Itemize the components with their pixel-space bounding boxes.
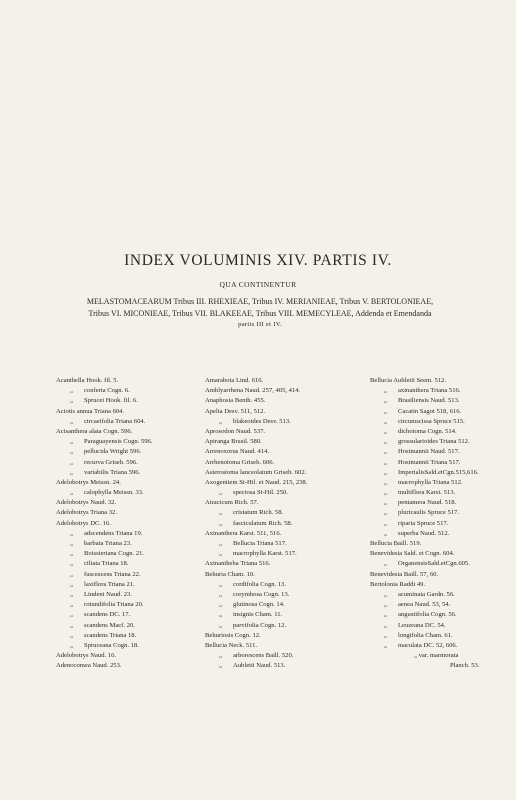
index-entry-text: superba Naud. 512. xyxy=(398,529,450,537)
index-entry xyxy=(56,580,202,590)
index-entry xyxy=(56,437,202,447)
index-entry xyxy=(205,590,365,600)
ditto-mark: „ xyxy=(70,550,73,558)
index-entry-text: Atracicum Rich. 57. xyxy=(205,499,259,507)
index-entry xyxy=(370,621,510,631)
ditto-mark: „ xyxy=(384,478,387,486)
ditto-mark: „ xyxy=(384,438,387,446)
ditto-mark: „ xyxy=(384,427,387,435)
index-entry-text: multiflora Karst. 513. xyxy=(398,489,456,497)
index-entry xyxy=(370,661,510,671)
index-entry xyxy=(370,417,510,427)
index-entry xyxy=(370,488,510,498)
index-entry xyxy=(370,376,510,386)
ditto-mark: „ xyxy=(384,611,387,619)
index-entry xyxy=(370,407,510,417)
ditto-mark: „ xyxy=(70,601,73,609)
ditto-mark: „ xyxy=(70,448,73,456)
index-entry-text: Bellucia Baill. 519. xyxy=(370,540,422,547)
index-entry-text: Bertolonia Raddi 49. xyxy=(370,580,426,588)
index-entry xyxy=(205,498,365,508)
index-entry-text: cristatum Rich. 58. xyxy=(233,509,284,517)
index-entry xyxy=(56,641,202,651)
index-entry-text: Adelobotrys Naud. 32. xyxy=(56,499,117,507)
ditto-mark: „ xyxy=(384,489,387,497)
ditto-mark: „ xyxy=(219,590,222,598)
index-entry xyxy=(56,407,202,417)
index-entry-text: Apelia Desv. 511, 512. xyxy=(205,407,266,415)
index-entry xyxy=(56,498,202,508)
index-entry-text: dichotoma Cogn. 514. xyxy=(398,427,457,435)
ditto-mark: „ xyxy=(219,601,222,609)
index-entry-text: Adelobotrys Meissn. 24. xyxy=(56,478,121,486)
ditto-mark: „ xyxy=(219,662,222,670)
index-entry-text: Amblyarrhena Naud. 257, 405, 414. xyxy=(205,387,301,395)
index-entry xyxy=(56,488,202,498)
index-entry-text: ciliata Triana 18. xyxy=(84,560,129,568)
ditto-mark: „ xyxy=(384,468,387,476)
ditto-mark: „ xyxy=(384,621,387,629)
index-entry xyxy=(370,396,510,406)
index-entry-text: acuminata Gardn. 56. xyxy=(398,590,455,598)
index-column-3 xyxy=(370,376,510,671)
index-entry xyxy=(56,539,202,549)
index-entry xyxy=(205,376,365,386)
index-entry xyxy=(56,570,202,580)
index-entry xyxy=(370,508,510,518)
index-entry xyxy=(205,396,365,406)
index-entry xyxy=(370,580,510,590)
index-entry-text: glutinosa Cogn. 14. xyxy=(233,601,285,609)
index-entry xyxy=(56,590,202,600)
ditto-mark: „ xyxy=(219,509,222,517)
ditto-mark: „ xyxy=(70,468,73,476)
index-entry-text: blakeoides Desv. 513. xyxy=(233,417,291,425)
index-entry xyxy=(370,529,510,539)
index-entry-text: Hostmannii Triana 517. xyxy=(398,458,461,466)
ditto-mark: „ xyxy=(219,417,222,425)
index-entry xyxy=(205,559,365,569)
index-entry xyxy=(56,386,202,396)
index-entry xyxy=(205,478,365,488)
index-entry xyxy=(205,407,365,417)
ditto-mark: „ xyxy=(70,590,73,598)
index-entry xyxy=(205,458,365,468)
index-entry xyxy=(56,621,202,631)
index-entry-text: Acanthella Hook. fil. 5. xyxy=(56,377,119,384)
index-entry-text: Behuriosis Cogn. 12. xyxy=(205,631,261,639)
index-entry-text: grossularioides Triana 512. xyxy=(398,438,470,446)
ditto-mark: „ xyxy=(70,631,73,639)
index-entry xyxy=(370,641,510,651)
index-entry xyxy=(56,549,202,559)
ditto-mark: „ xyxy=(384,631,387,639)
index-entry-text: adscendens Triana 19. xyxy=(84,529,143,537)
index-column-1 xyxy=(56,376,202,671)
index-entry-text: variabilis Triana 596. xyxy=(84,468,141,476)
ditto-mark: „ xyxy=(70,529,73,537)
index-entry xyxy=(205,437,365,447)
index-entry xyxy=(205,549,365,559)
ditto-mark: „ xyxy=(219,580,222,588)
index-entry-text: Benevidesia Sald. et Cogn. 604. xyxy=(370,550,455,558)
index-entry xyxy=(370,386,510,396)
index-entry-text: Adenocomea Naud. 253. xyxy=(56,662,122,670)
index-entry-text: Hostmannii Naud. 517. xyxy=(398,448,460,456)
ditto-mark: „ xyxy=(70,570,73,578)
index-entry xyxy=(370,590,510,600)
index-entry-text: Aciotis annua Triana 604. xyxy=(56,407,125,415)
ditto-mark: „ xyxy=(219,519,222,527)
index-entry xyxy=(56,427,202,437)
index-entry xyxy=(56,396,202,406)
index-entry-text: fasciculatum Rich. 58. xyxy=(233,519,293,527)
index-entry-text: Cacatin Sagot 518, 616. xyxy=(398,407,462,415)
index-entry xyxy=(370,651,510,661)
index-entry-text: riparia Spruce 517. xyxy=(398,519,449,527)
index-entry-text: Benevidesia Baill. 57, 60. xyxy=(370,570,439,578)
index-entry xyxy=(370,447,510,457)
ditto-mark: „ xyxy=(384,641,387,649)
index-entry-text: Arrhenotoma Griseb. 606. xyxy=(205,458,275,466)
index-entry-text: Apiranga Brasil. 580. xyxy=(205,438,262,446)
index-entry xyxy=(205,651,365,661)
index-entry xyxy=(56,661,202,671)
index-entry-text: longifolia Cham. 61. xyxy=(398,631,453,639)
index-entry xyxy=(370,437,510,447)
index-entry-text: circaeifolia Triana 604. xyxy=(84,417,146,425)
index-entry-text: Amarabota Lind. 616. xyxy=(205,377,264,384)
index-entry xyxy=(56,458,202,468)
contents-line: Tribus VI. MICONIEAE, Tribus VII. BLAKEEAE, Tribus VIII. MEMECYLEAE, Addenda et Emendanda xyxy=(88,308,432,318)
index-entry-text: scandens Triana 18. xyxy=(84,631,137,639)
index-entry xyxy=(56,478,202,488)
index-entry-text: aenea Naud. 53, 54. xyxy=(398,601,451,609)
ditto-mark: „ xyxy=(384,448,387,456)
ditto-mark: „ xyxy=(219,489,222,497)
index-entry xyxy=(205,468,365,478)
ditto-mark: „ xyxy=(384,417,387,425)
index-entry xyxy=(370,458,510,468)
index-entry-text: speciosa St-Hil. 250. xyxy=(233,489,288,497)
index-entry-text: Spruceana Cogn. 18. xyxy=(84,641,139,649)
index-entry xyxy=(205,488,365,498)
index-entry xyxy=(370,498,510,508)
index-entry xyxy=(205,621,365,631)
ditto-mark: „ xyxy=(70,397,73,405)
index-entry xyxy=(205,519,365,529)
index-entry-text: Brasiliensis Naud. 513. xyxy=(398,397,460,405)
contents-line: MELASTOMACEARUM Tribus III. RHEXIEAE, Tribus IV. MERIANIEAE, Tribus V. BERTOLONIEAE, xyxy=(86,297,434,306)
ditto-mark: „ xyxy=(384,560,387,568)
index-entry xyxy=(370,549,510,559)
ditto-mark: „ xyxy=(70,387,73,395)
index-entry-text: Sprucei Hook. fil. 6. xyxy=(84,397,138,405)
ditto-mark: „ xyxy=(219,621,222,629)
index-entry-text: Paraguayensis Cogn. 596. xyxy=(84,438,153,446)
ditto-mark: „ xyxy=(384,458,387,466)
index-entry xyxy=(370,519,510,529)
ditto-mark: „ xyxy=(70,560,73,568)
ditto-mark: „ xyxy=(70,611,73,619)
ditto-mark: „ xyxy=(70,458,73,466)
index-entry xyxy=(205,570,365,580)
index-entry-text: barbata Triana 23. xyxy=(84,540,132,547)
ditto-mark: „ xyxy=(219,550,222,558)
index-entry-text: Axinantheba Triana 516. xyxy=(205,560,271,568)
index-entry xyxy=(370,539,510,549)
index-entry-text: Axinanthera Karst. 511, 516. xyxy=(205,529,282,537)
ditto-mark: „ xyxy=(384,397,387,405)
index-entry-text: circumscissa Spruce 515. xyxy=(398,417,465,425)
index-entry xyxy=(56,529,202,539)
index-entry xyxy=(56,447,202,457)
index-entry-text: angustifolia Cogn. 56. xyxy=(398,611,457,619)
index-entry-text: pentamera Naud. 518. xyxy=(398,499,457,507)
index-entry xyxy=(56,651,202,661)
index-entry-text: insignis Cham. 11. xyxy=(233,611,283,619)
index-entry xyxy=(205,447,365,457)
index-entry xyxy=(56,519,202,529)
index-entry-text: scandens Macf. 20. xyxy=(84,621,135,629)
index-entry-text: macrophylla Karst. 517. xyxy=(233,550,297,558)
ditto-mark: „ xyxy=(70,641,73,649)
index-entry xyxy=(205,641,365,651)
index-entry-text: scandens DC. 17. xyxy=(84,611,131,619)
index-entry-text: Adelobotrys Triana 32. xyxy=(56,509,117,517)
ditto-mark: „ xyxy=(219,540,222,547)
index-entry-text: arborescens Baill. 520. xyxy=(233,652,294,660)
ditto-mark: „ xyxy=(70,580,73,588)
index-entry-text: calophylla Meissn. 33. xyxy=(84,489,144,497)
index-entry-text: rotundifolia Triana 20. xyxy=(84,601,144,609)
index-entry-text: OrganensisSald.etCgn.605. xyxy=(398,560,470,568)
index-entry xyxy=(370,600,510,610)
index-entry-text: parvifolia Cogn. 12. xyxy=(233,621,287,629)
index-entry-text: pluricaulis Spruce 517. xyxy=(398,509,459,517)
index-entry-text: Bellucia Neck. 511. xyxy=(205,641,258,649)
ditto-mark: „ xyxy=(70,438,73,446)
index-entry xyxy=(370,570,510,580)
index-entry xyxy=(56,600,202,610)
index-entry-text: recurva Griseb. 596. xyxy=(84,458,138,466)
index-entry-text: axinanthera Triana 516. xyxy=(398,387,461,395)
index-entry-text: cordifolia Cogn. 13. xyxy=(233,580,287,588)
index-entry-text: corymbosa Cogn. 13. xyxy=(233,590,290,598)
index-entry xyxy=(205,610,365,620)
ditto-mark: „ xyxy=(384,529,387,537)
index-entry-text: Arrenoxorus Naud. 414. xyxy=(205,448,270,456)
index-entry-text: Behuria Cham. 10. xyxy=(205,570,255,578)
ditto-mark: „ xyxy=(384,499,387,507)
contents-description xyxy=(48,296,472,331)
index-entry-text: Asterostoma lanceolatum Griseb. 602. xyxy=(205,468,307,476)
ditto-mark: „ xyxy=(384,387,387,395)
index-entry-text: conferta Cogn. 6. xyxy=(84,387,130,395)
ditto-mark: „ xyxy=(384,590,387,598)
index-entry-text: macrophylla Triana 512. xyxy=(398,478,463,486)
index-entry xyxy=(370,478,510,488)
index-entry xyxy=(56,610,202,620)
index-entry xyxy=(205,631,365,641)
index-entry-text: Leuzeana DC. 54. xyxy=(398,621,446,629)
index-entry-text: Axogenitem St-Hil. et Naud. 215, 238. xyxy=(205,478,308,486)
index-entry-text: Lindeni Naud. 23. xyxy=(84,590,132,598)
index-entry xyxy=(56,631,202,641)
index-entry-text: Bellucia Aubletii Seem. 512. xyxy=(370,377,446,384)
index-entry-text: Acisanthera alata Cogn. 596. xyxy=(56,427,133,435)
index-entry xyxy=(56,417,202,427)
index-entry-text: Adelobotrys DC. 16. xyxy=(56,519,111,527)
page-title: INDEX VOLUMINIS XIV. PARTIS IV. xyxy=(124,252,392,269)
ditto-mark: „ xyxy=(70,417,73,425)
contents-line: partis III et IV. xyxy=(238,321,282,328)
index-entry xyxy=(370,468,510,478)
index-entry xyxy=(56,468,202,478)
index-entry-text: maculata DC. 52, 606. xyxy=(398,641,458,649)
index-entry xyxy=(205,529,365,539)
ditto-mark: „ xyxy=(70,621,73,629)
ditto-mark: „ xyxy=(70,489,73,497)
index-entry xyxy=(370,559,510,569)
index-entry xyxy=(56,559,202,569)
index-entry-text: Boissieriana Cogn. 21. xyxy=(84,550,145,558)
index-entry-text: fuscescens Triana 22. xyxy=(84,570,141,578)
ditto-mark: „ xyxy=(384,509,387,517)
ditto-mark: „ xyxy=(219,652,222,660)
index-entry-text: Planch. 53. xyxy=(450,662,480,670)
index-entry xyxy=(205,386,365,396)
index-entry xyxy=(370,631,510,641)
index-entry xyxy=(56,508,202,518)
index-entry-text: ImperialisSald.etCgn.515,616. xyxy=(398,468,479,476)
ditto-mark: „ xyxy=(384,519,387,527)
index-entry xyxy=(56,376,202,386)
index-entry xyxy=(205,417,365,427)
page-subtitle: QUA CONTINENTUR xyxy=(219,280,297,289)
ditto-mark: „ xyxy=(384,601,387,609)
index-entry xyxy=(205,600,365,610)
ditto-mark: „ xyxy=(384,407,387,415)
index-entry xyxy=(205,539,365,549)
index-entry-text: Bellucia Triana 517. xyxy=(233,540,287,547)
index-entry-text: Adelobotrys Naud. 16. xyxy=(56,652,117,660)
index-entry-text: Aprosodon Naud. 537. xyxy=(205,427,266,435)
index-entry xyxy=(205,427,365,437)
ditto-mark: „ xyxy=(70,540,73,547)
index-entry xyxy=(205,580,365,590)
index-entry xyxy=(205,508,365,518)
index-entry-text: laxiflora Triana 21. xyxy=(84,580,135,588)
index-entry-text: Aubletii Naud. 513. xyxy=(233,662,286,670)
index-entry-text: Anaphosia Benth. 455. xyxy=(205,397,266,405)
ditto-mark: „ xyxy=(219,611,222,619)
index-entry-text: pellucida Wright 596. xyxy=(84,448,142,456)
index-entry xyxy=(370,427,510,437)
index-entry-text: „ var. marmorata xyxy=(414,652,459,660)
index-column-2 xyxy=(205,376,365,671)
index-entry xyxy=(205,661,365,671)
index-entry xyxy=(370,610,510,620)
